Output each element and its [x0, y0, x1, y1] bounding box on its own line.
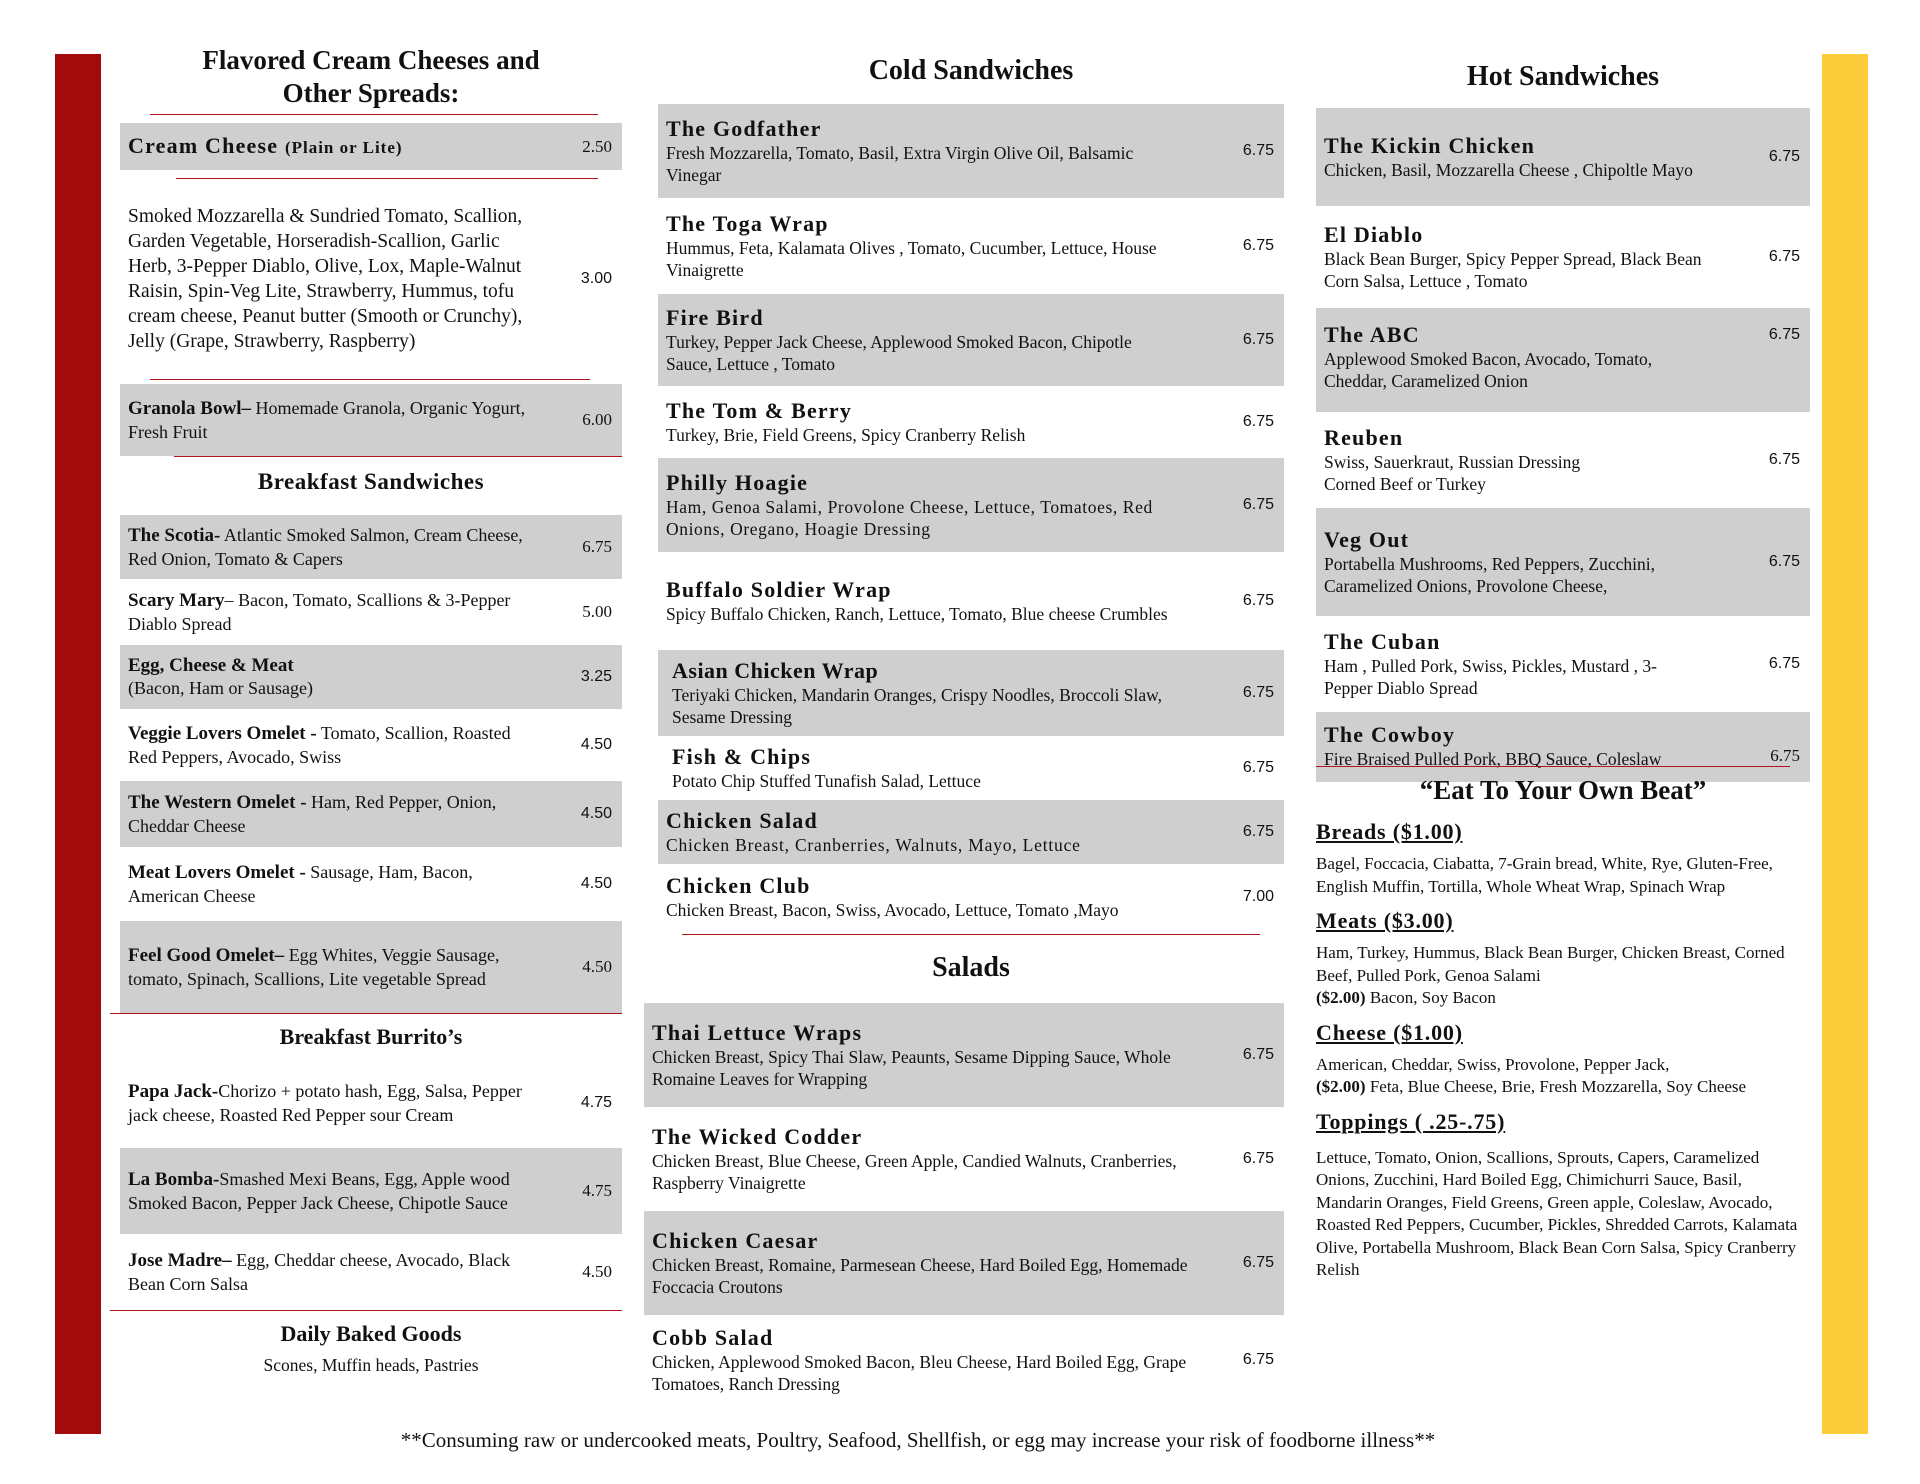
item-price: 6.75 [1768, 248, 1800, 265]
item-desc: Ham, Genoa Salami, Provolone Cheese, Lettuce, Tomatoes, Red Onions, Oregano, Hoagie Dressing [666, 497, 1153, 539]
divider [174, 456, 622, 457]
item-price: 6.75 [1242, 1150, 1274, 1167]
menu-item [120, 645, 622, 709]
item-price: 6.75 [1242, 823, 1274, 840]
middle-column [652, 40, 1284, 1405]
spreads-title [120, 44, 622, 110]
menu-item [1316, 308, 1810, 412]
breads-heading: Breads ($1.00) [1316, 819, 1463, 844]
item-price: 6.75 [1768, 148, 1800, 165]
item-desc: Smashed Mexi Beans, Egg, Apple wood Smoked Bacon, Pepper Jack Cheese, Chipotle Sauce [128, 1169, 510, 1213]
item-name: Scary Mary [128, 590, 225, 611]
item-price: 6.75 [1242, 496, 1274, 513]
burritos-title: Breakfast Burrito’s [279, 1024, 463, 1049]
item-price: 6.75 [1768, 326, 1800, 343]
divider [682, 934, 1260, 935]
item-name: Granola Bowl– [128, 398, 251, 419]
item-desc: Tomato, Scallion, Roasted Red Peppers, Avocado, Swiss [128, 723, 511, 767]
item-name: Reuben [1324, 425, 1404, 450]
meats-list [1316, 942, 1810, 1010]
item-name: El Diablo [1324, 222, 1424, 247]
item-price: 4.50 [580, 736, 612, 753]
item-name: La Bomba- [128, 1169, 220, 1190]
item-price: 4.50 [582, 957, 612, 976]
item-desc: Chicken Breast, Cranberries, Walnuts, Mayo, Lettuce [666, 835, 1081, 855]
item-price: 4.50 [580, 875, 612, 892]
divider [150, 379, 590, 380]
breakfast-sandwiches-title: Breakfast Sandwiches [257, 469, 485, 494]
spreads-title-line2: Other Spreads: [282, 78, 460, 108]
cheese-premium-price: ($2.00) [1316, 1077, 1366, 1096]
divider [110, 1013, 622, 1014]
meats-premium-body: Bacon, Soy Bacon [1365, 988, 1496, 1007]
item-price: 5.00 [582, 602, 612, 621]
item-price: 6.75 [1242, 684, 1274, 701]
item-price: 4.75 [580, 1094, 612, 1111]
item-desc: Chicken, Applewood Smoked Bacon, Bleu Cheese, Hard Boiled Egg, Grape Tomatoes, Ranch Dressing [652, 1352, 1187, 1394]
menu-item-cream-cheese [120, 123, 622, 170]
breads-list: Bagel, Foccacia, Ciabatta, 7-Grain bread, White, Rye, Gluten-Free, English Muffin, Tortilla, Whole Wheat Wrap, Spinach Wrap [1316, 854, 1773, 896]
item-name: The Kickin Chicken [1324, 133, 1536, 158]
item-name: Fish & Chips [672, 744, 812, 769]
cheese-premium-body: Feta, Blue Cheese, Brie, Fresh Mozzarella, Soy Cheese [1365, 1077, 1747, 1096]
item-desc: Chicken Breast, Blue Cheese, Green Apple, Candied Walnuts, Cranberries, Raspberry Vinaigrette [652, 1151, 1177, 1193]
item-price: 6.75 [582, 537, 612, 556]
item-price: 2.50 [582, 136, 612, 156]
item-name: The Wicked Codder [652, 1124, 863, 1149]
baked-goods-title: Daily Baked Goods [280, 1321, 462, 1346]
item-desc: Ham , Pulled Pork, Swiss, Pickles, Mustard , 3-Pepper Diablo Spread [1324, 656, 1657, 698]
item-price: 6.75 [1242, 1254, 1274, 1271]
item-name: The Tom & Berry [666, 398, 853, 423]
item-desc: (Bacon, Ham or Sausage) [128, 678, 313, 698]
menu-item [658, 458, 1284, 552]
item-desc: Swiss, Sauerkraut, Russian Dressing Corned Beef or Turkey [1324, 452, 1581, 494]
item-name: Chicken Club [666, 873, 811, 898]
menu-item [658, 386, 1284, 458]
item-desc: Portabella Mushrooms, Red Peppers, Zucchini, Caramelized Onions, Provolone Cheese, [1324, 554, 1655, 596]
item-price: 3.00 [580, 270, 612, 287]
menu-item [1316, 206, 1810, 308]
item-name: The Toga Wrap [666, 211, 829, 236]
item-price: 6.75 [1242, 237, 1274, 254]
item-desc: – Bacon, Tomato, Scallions & 3-Pepper Diablo Spread [128, 590, 511, 634]
item-desc: Fresh Mozzarella, Tomato, Basil, Extra Virgin Olive Oil, Balsamic Vinegar [666, 143, 1134, 185]
menu-item [644, 1315, 1284, 1405]
menu-item [658, 552, 1284, 650]
item-price: 4.75 [582, 1181, 612, 1200]
item-name: Papa Jack- [128, 1081, 219, 1102]
item-name: Veggie Lovers Omelet - [128, 723, 317, 744]
item-price: 6.75 [1770, 746, 1800, 765]
menu-item-granola [120, 384, 622, 456]
left-column [120, 40, 622, 1376]
spreads-title-line1: Flavored Cream Cheeses and [202, 45, 540, 75]
item-desc: Homemade Granola, Organic Yogurt, Fresh Fruit [128, 398, 526, 442]
item-price: 6.75 [1242, 413, 1274, 430]
right-column [1316, 40, 1810, 1282]
item-desc: Atlantic Smoked Salmon, Cream Cheese, Red Onion, Tomato & Capers [128, 525, 523, 569]
item-desc: Hummus, Feta, Kalamata Olives , Tomato, Cucumber, Lettuce, House Vinaigrette [666, 238, 1157, 280]
item-desc: Ham, Red Pepper, Onion, Cheddar Cheese [128, 792, 497, 836]
menu-item [658, 864, 1284, 930]
toppings-list: Lettuce, Tomato, Onion, Scallions, Sprouts, Capers, Caramelized Onions, Zucchini, Hard Boiled Egg, Chimichurri Sauce, Basil, Mandarin Oranges, Field Greens, Green apple, Coleslaw, Avocado, Roasted Red Peppers, Cucumber, Pickles, Shredded Carrots, Kalamata Olive, Portabella Mushroom, Black Bean Corn Salsa, Spicy Cranberry Relish [1316, 1147, 1798, 1279]
item-name: The Western Omelet - [128, 792, 307, 813]
menu-item [658, 736, 1284, 800]
salads-title: Salads [932, 952, 1010, 983]
item-price: 7.00 [1242, 888, 1274, 905]
item-desc: Chorizo + potato hash, Egg, Salsa, Pepper jack cheese, Roasted Red Pepper sour Cream [128, 1081, 522, 1125]
item-qualifier: (Plain or Lite) [284, 138, 403, 158]
item-name: The Scotia- [128, 525, 221, 546]
item-price: 6.00 [582, 410, 612, 429]
item-price: 6.75 [1242, 331, 1274, 348]
item-desc: Teriyaki Chicken, Mandarin Oranges, Crispy Noodles, Broccoli Slaw, Sesame Dressing [672, 685, 1162, 727]
menu-item [120, 921, 622, 1013]
meats-heading: Meats ($3.00) [1316, 908, 1454, 933]
item-price: 3.25 [580, 668, 612, 685]
item-price: 6.75 [1242, 142, 1274, 159]
menu-item-flavors [120, 179, 622, 379]
meats-body: Ham, Turkey, Hummus, Black Bean Burger, Chicken Breast, Corned Beef, Pulled Pork, Genoa Salami [1316, 943, 1785, 985]
item-desc: Black Bean Burger, Spicy Pepper Spread, Black Bean Corn Salsa, Lettuce , Tomato [1324, 249, 1702, 291]
item-price: 6.75 [1242, 1351, 1274, 1368]
item-name: Fire Bird [666, 305, 764, 330]
item-price: 6.75 [1768, 553, 1800, 570]
cold-sandwiches-title: Cold Sandwiches [868, 55, 1074, 86]
item-name: Cream Cheese [128, 133, 285, 159]
item-desc: Sausage, Ham, Bacon, American Cheese [128, 862, 473, 906]
item-name: Egg, Cheese & Meat [128, 654, 294, 676]
item-desc: Chicken, Basil, Mozzarella Cheese , Chipoltle Mayo [1324, 160, 1693, 180]
item-desc: Chicken Breast, Bacon, Swiss, Avocado, Lettuce, Tomato ,Mayo [666, 900, 1119, 920]
item-name: Meat Lovers Omelet - [128, 862, 306, 883]
menu-item [658, 650, 1284, 736]
divider [150, 114, 598, 115]
menu-item [1316, 508, 1810, 616]
item-desc: Applewood Smoked Bacon, Avocado, Tomato, Cheddar, Caramelized Onion [1324, 349, 1653, 391]
menu-item [120, 847, 622, 921]
food-safety-disclaimer: **Consuming raw or undercooked meats, Poultry, Seafood, Shellfish, or egg may increase your risk of foodborne illness** [400, 1428, 1436, 1452]
item-desc: Turkey, Brie, Field Greens, Spicy Cranberry Relish [666, 425, 1026, 445]
build-your-own-title: “Eat To Your Own Beat” [1419, 775, 1707, 805]
item-name: Veg Out [1324, 527, 1410, 552]
cheese-heading: Cheese ($1.00) [1316, 1019, 1463, 1045]
item-name: Chicken Salad [666, 808, 818, 833]
menu-item [644, 1107, 1284, 1211]
menu-item [1316, 712, 1810, 782]
item-name: The ABC [1324, 322, 1420, 347]
item-price: 4.50 [580, 805, 612, 822]
item-name: The Godfather [666, 116, 822, 141]
left-ribbon-decoration [55, 54, 101, 1434]
hot-sandwiches-title: Hot Sandwiches [1466, 61, 1660, 92]
item-desc: Potato Chip Stuffed Tunafish Salad, Lettuce [672, 771, 981, 791]
menu-item [120, 781, 622, 847]
item-desc: Chicken Breast, Romaine, Parmesean Cheese, Hard Boiled Egg, Homemade Foccacia Croutons [652, 1255, 1188, 1297]
item-desc: Fire Braised Pulled Pork, BBQ Sauce, Coleslaw [1324, 749, 1662, 769]
item-price: 6.75 [1768, 451, 1800, 468]
item-name: Chicken Caesar [652, 1228, 819, 1253]
item-price: 6.75 [1768, 655, 1800, 672]
item-price: 6.75 [1242, 592, 1274, 609]
item-desc: Egg Whites, Veggie Sausage, tomato, Spinach, Scallions, Lite vegetable Spread [128, 945, 500, 989]
item-name: The Cuban [1324, 629, 1441, 654]
right-ribbon-decoration [1822, 54, 1868, 1434]
item-name: Jose Madre– [128, 1250, 232, 1271]
item-name: Thai Lettuce Wraps [652, 1020, 863, 1045]
item-price: 6.75 [1242, 1046, 1274, 1063]
menu-item [1316, 616, 1810, 712]
menu-item [658, 294, 1284, 386]
menu-item [120, 1062, 622, 1144]
menu-item [658, 800, 1284, 864]
menu-item [1316, 108, 1810, 206]
menu-item [120, 709, 622, 781]
cheese-body: American, Cheddar, Swiss, Provolone, Pepper Jack, [1316, 1054, 1670, 1074]
item-name: Cobb Salad [652, 1325, 774, 1350]
salads-list [644, 1003, 1284, 1405]
menu-item [120, 1148, 622, 1234]
item-name: Asian Chicken Wrap [672, 658, 879, 683]
item-name: Buffalo Soldier Wrap [666, 577, 892, 602]
toppings-heading: Toppings ( .25-.75) [1316, 1108, 1506, 1134]
menu-item [120, 1234, 622, 1310]
menu-item [1316, 412, 1810, 508]
menu-item [644, 1003, 1284, 1107]
divider [110, 1310, 622, 1311]
item-name: The Cowboy [1324, 722, 1456, 747]
menu-item [658, 104, 1284, 198]
menu-item [658, 198, 1284, 294]
item-price: 4.50 [582, 1262, 612, 1281]
meats-premium-price: ($2.00) [1316, 988, 1366, 1007]
item-desc: Spicy Buffalo Chicken, Ranch, Lettuce, Tomato, Blue cheese Crumbles [666, 604, 1168, 624]
item-desc: Smoked Mozzarella & Sundried Tomato, Scallion, Garden Vegetable, Horseradish-Scallion, Garlic Herb, 3-Pepper Diablo, Olive, Lox, Maple-Walnut Raisin, Spin-Veg Lite, Strawberry, Hummus, tofu cream cheese, Peanut butter (Smooth or Crunchy), Jelly (Grape, Strawberry, Raspberry) [128, 206, 523, 352]
menu-item [120, 515, 622, 579]
baked-goods-desc: Scones, Muffin heads, Pastries [263, 1355, 479, 1375]
item-text [128, 133, 556, 160]
divider [1316, 766, 1790, 767]
item-desc: Turkey, Pepper Jack Cheese, Applewood Smoked Bacon, Chipotle Sauce, Lettuce , Tomato [666, 332, 1132, 374]
item-price: 6.75 [1242, 759, 1274, 776]
item-name: Philly Hoagie [666, 470, 809, 495]
item-name: Feel Good Omelet– [128, 945, 285, 966]
menu-item [120, 579, 622, 645]
menu-item [644, 1211, 1284, 1315]
cheese-list [1316, 1054, 1810, 1099]
item-desc: Chicken Breast, Spicy Thai Slaw, Peaunts, Sesame Dipping Sauce, Whole Romaine Leaves for Wrapping [652, 1047, 1171, 1089]
item-desc: Egg, Cheddar cheese, Avocado, Black Bean Corn Salsa [128, 1250, 511, 1294]
